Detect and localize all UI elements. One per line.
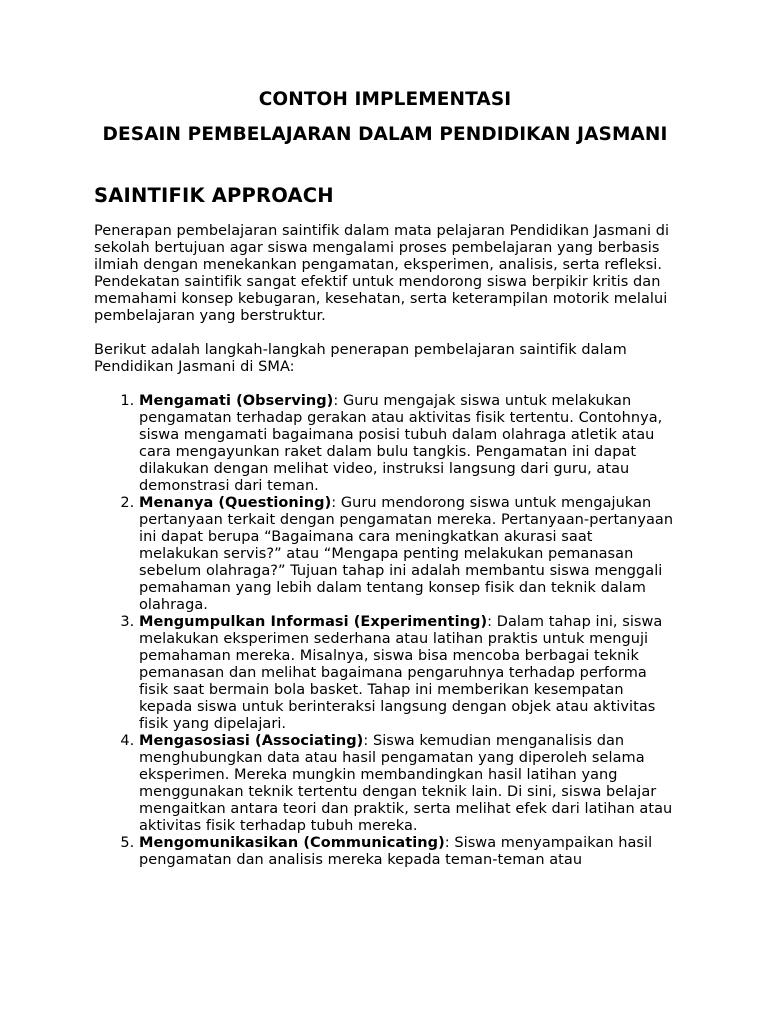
document-subtitle: DESAIN PEMBELAJARAN DALAM PENDIDIKAN JASMANI: [102, 124, 668, 145]
list-item: [139, 393, 676, 495]
steps-list: [94, 393, 676, 869]
steps-intro-paragraph: Berikut adalah langkah-langkah penerapan pembelajaran saintifik dalam Pendidikan Jasmani di SMA:: [94, 342, 627, 375]
document-title: CONTOH IMPLEMENTASI: [258, 89, 512, 110]
step-description: : Guru mendorong siswa untuk mengajukan pertanyaan terkait dengan pengamatan mereka. Pertanyaan-pertanyaan ini dapat berupa “Bagaimana cara meningkatkan akurasi saat melakukan servis?” atau “Mengapa penting melakukan pemanasan sebelum olahraga?” Tujuan tahap ini adalah membantu siswa menggali pemahaman yang lebih dalam tentang konsep fisik dan teknik dalam olahraga.: [139, 495, 674, 613]
step-term: Mengasosiasi (Associating): [139, 733, 364, 749]
step-description: : Siswa menyampaikan hasil pengamatan dan analisis mereka kepada teman-teman atau: [139, 835, 653, 868]
step-term: Mengumpulkan Informasi (Experimenting): [139, 614, 488, 630]
document-page: [94, 84, 676, 869]
step-description: : Siswa kemudian menganalisis dan menghubungkan data atau hasil pengamatan yang diperoleh selama eksperimen. Mereka mungkin membandingkan hasil latihan yang menggunakan teknik tertentu dengan teknik lain. Di sini, siswa belajar mengaitkan antara teori dan praktik, serta melihat efek dari latihan atau aktivitas fisik terhadap tubuh mereka.: [139, 733, 673, 834]
list-item: [139, 495, 676, 614]
list-item: [139, 835, 676, 869]
intro-paragraph: Penerapan pembelajaran saintifik dalam mata pelajaran Pendidikan Jasmani di sekolah bertujuan agar siswa mengalami proses pembelajaran yang berbasis ilmiah dengan menekankan pengamatan, eksperimen, analisis, serta refleksi. Pendekatan saintifik sangat efektif untuk mendorong siswa berpikir kritis dan memahami konsep kebugaran, kesehatan, serta keterampilan motorik melalui pembelajaran yang berstruktur.: [94, 223, 670, 324]
list-item: [139, 614, 676, 733]
step-description: : Dalam tahap ini, siswa melakukan eksperimen sederhana atau latihan praktis untuk menguji pemahaman mereka. Misalnya, siswa bisa mencoba berbagai teknik pemanasan dan melihat bagaimana pengaruhnya terhadap performa fisik saat bermain bola basket. Tahap ini memberikan kesempatan kepada siswa untuk berinteraksi langsung dengan objek atau aktivitas fisik yang dipelajari.: [139, 614, 663, 732]
step-term: Mengamati (Observing): [139, 393, 334, 409]
list-item: [139, 733, 676, 835]
step-term: Menanya (Questioning): [139, 495, 332, 511]
step-description: : Guru mengajak siswa untuk melakukan pengamatan terhadap gerakan atau aktivitas fisik tertentu. Contohnya, siswa mengamati bagaimana posisi tubuh dalam olahraga atletik atau cara mengayunkan raket dalam bulu tangkis. Pengamatan ini dapat dilakukan dengan melihat video, instruksi langsung dari guru, atau demonstrasi dari teman.: [139, 393, 663, 494]
section-heading: SAINTIFIK APPROACH: [94, 184, 334, 207]
step-term: Mengomunikasikan (Communicating): [139, 835, 445, 851]
